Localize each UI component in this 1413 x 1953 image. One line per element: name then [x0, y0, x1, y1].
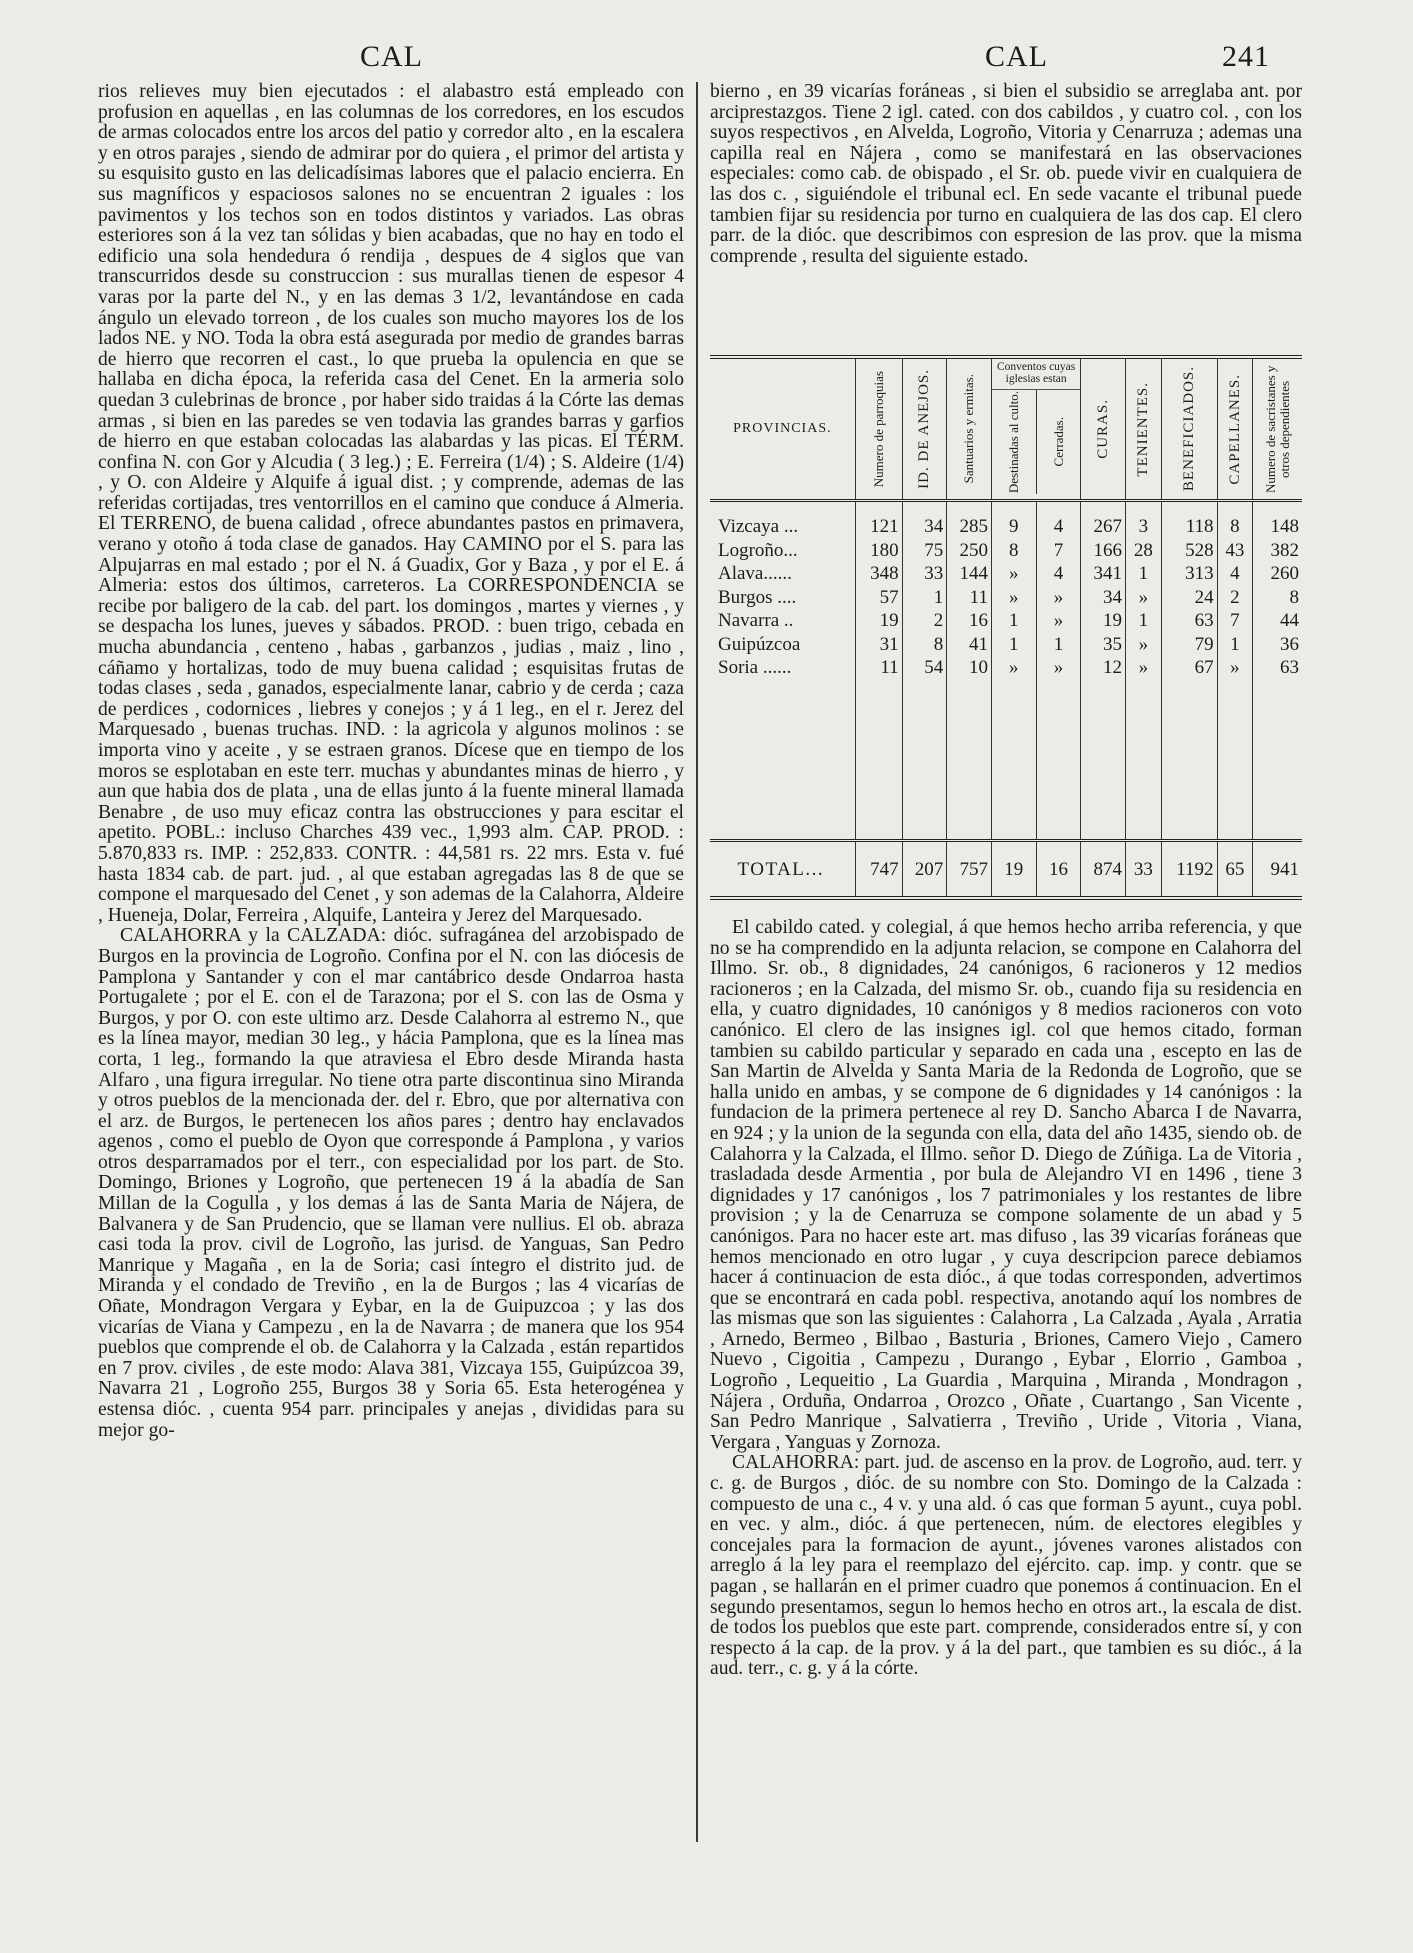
header-anejos: ID. DE ANEJOS. [902, 359, 947, 501]
header-beneficiados: BENEFICIADOS. [1161, 359, 1217, 501]
column-divider [696, 82, 698, 1842]
right-after-table [710, 918, 1302, 1680]
table-row: Navarra .. 19 2 16 1 » 19 1 63 7 44 [710, 608, 1302, 632]
header-conventos [991, 359, 1080, 501]
header-destinadas: Destinadas al culto. [1005, 390, 1021, 494]
table-row: Soria ...... 11 54 10 » » 12 » 67 » 63 [710, 655, 1302, 679]
page-number: 241 [1222, 40, 1270, 73]
clergy-table [710, 355, 1302, 900]
table-row: Burgos .... 57 1 11 » » 34 » 24 2 8 [710, 585, 1302, 609]
header-center-title: CAL [985, 40, 1048, 73]
left-paragraph-1: rios relieves muy bien ejecutados : el alabastro está empleado con profusion en aquellas , en las columnas de los corredores, en los escudos de armas colocados entre los arcos del patio y corredor alto , en la escalera y en otros parajes , siendo de admirar por do quiera , el primor del artista y su esquisito gusto en las delicadísimas labores que el palacio encierra. En sus magníficos y espaciosos salones no se encuentran 2 iguales : los pavimentos y los techos son en todos distintos y variados. Las obras esteriores son á la vez tan sólidas y bien acabadas, que no hay en todo el edificio una sola hendedura ó rendija , despues de 4 siglos que van transcurridos desde su construccion : sus murallas tienen de espesor 4 varas por la parte del N., y en las demas 3 1/2, levantándose en cada ángulo un elevado torreon , de los cuales son mucho mayores los de los lados NE. y NO. Toda la obra está asegurada por medio de grandes barras de hierro que recorren el cast., lo que prueba la opulencia en que se hallaba en dicha época, la referida casa del Cenet. En la armeria solo quedan 3 culebrinas de bronce , por haber sido traidas á la Córte las demas armas , si bien en las paredes se ven todavia las grandes barras y garfios de hierro en que estaban colocadas las alabardas y las picas. El TÉRM. confina N. con Gor y Alcudia ( 3 leg.) ; E. Ferreira (1/4) ; S. Aldeire (1/4) , y O. con Aldeire y Alquife á igual dist. ; y comprende, ademas de las referidas cortijadas, tres ventorrillos en el camino que conduce á Almeria. El TERRENO, de buena calidad , ofrece abundantes pastos en primavera, verano y otoño á toda clase de ganados. Hay CAMINO por el S. para las Alpujarras en mal estado ; por el N. á Guadix, Gor y Baza , y por el E. á Almeria: estos dos últimos, carreteros. La CORRESPONDENCIA se recibe por baligero de la cab. del part. los domingos , martes y viernes , y se despacha los lunes, jueves y sábados. PROD. : buen trigo, cebada en mucha abundancia , centeno , habas , garbanzos , judias , maiz , lino , cáñamo y hortalizas, todo de muy buena calidad ; esquisitas frutas de todas clases , seda , ganados, especialmente lanar, cabrio y de cerda ; caza de perdices , codornices , liebres y conejos ; y á 1 leg., en el r. Jerez del Marquesado , buenas truchas. IND. : la agricola y algunos molinos : se importa vino y aceite , y se estraen granos. Dícese que en tiempo de los moros se esplotaban en este terr. muchas y abundantes minas de hierro , y aun que habia dos de plata , una de ellas junto á la fuente mineral llamada Benabre , de uso muy eficaz contra las obstrucciones y para escitar el apetito. POBL.: incluso Charches 439 vec., 1,993 alm. CAP. PROD. : 5.870,833 rs. IMP. : 252,833. CONTR. : 44,581 rs. 22 mrs. Esta v. fué hasta 1834 cab. de part. jud. , al que estaban agregadas las 8 de que se compone el marquesado del Cenet , y son ademas de la Calahorra, Aldeire , Hueneja, Dolar, Ferreira , Alquife, Lanteira y Jerez del Marquesado. [98, 81, 684, 926]
table-row: Alava...... 348 33 144 » 4 341 1 313 4 260 [710, 561, 1302, 585]
right-column [710, 81, 1302, 1680]
left-paragraph-calahorra-diocese: CALAHORRA y la CALZADA: dióc. sufragánea del arzobispado de Burgos en la provincia de Logroño. Confina por el N. con las diócesis de Pamplona y Santander y con el mar cantábrico desde Ondarroa hasta Portugalete ; por el E. con el de Tarazona; por el S. con las de Osma y Burgos, y por O. con este ultimo arz. Desde Calahorra al estremo N., que es la línea mayor, median 30 leg., y hácia Pamplona, que es la línea mas corta, 1 leg., formando la que atraviesa el Ebro desde Miranda hasta Alfaro , una figura irregular. No tiene otra parte discontinua sino Miranda y otros pueblos de la mencionada der. del r. Ebro, que por alternativa con el arz. de Burgos, le pertenecen los años pares ; dentro hay enclavados agenos , como el pueblo de Oyon que corresponde á Pamplona , y varios otros desparramados por el terr., con especialidad por los part. de Sto. Domingo, Briones y Logroño, que pertenecen 19 á la abadía de San Millan de la Cogulla , y los demas á las de Santa Maria de Nájera, de Balvanera y de San Prudencio, que se llaman vere nullius. El ob. abraza casi toda la prov. civil de Logroño, las jurisd. de Yanguas, San Pedro Manrique y Magaña , en la de Soria; casi íntegro el distrito jud. de Miranda y el condado de Treviño , en la de Burgos ; las 4 vicarías de Oñate, Mondragon Vergara y Eybar, en la de Guipuzcoa ; y las dos vicarías de Viana y Campezu , en la de Navarra ; de manera que los 954 pueblos que comprende el ob. de Calahorra y la Calzada , están repartidos en 7 prov. civiles , de este modo: Alava 381, Vizcaya 155, Guipúzcoa 39, Navarra 21 , Logroño 255, Burgos 38 y Soria 65. Esta heterogénea y estensa dióc. , cuenta 954 parr. principales y anejas , divididas para su mejor go- [98, 925, 684, 1441]
header-parroquias: Numero de parroquias [855, 359, 902, 501]
right-paragraph-cabildo: El cabildo cated. y colegial, á que hemos hecho arriba referencia, y que no se ha comprendido en la adjunta relacion, se compone en Calahorra del Illmo. Sr. ob., 8 dignidades, 24 canónigos, 6 racioneros y 12 medios racioneros ; en la Calzada, del mismo Sr. ob., cuando fija su residencia en ella, y cuatro dignidades, 10 canónigos y 8 medios racioneros con voto canónico. El clero de las insignes igl. col que hemos citado, forman tambien su cabildo particular y separado en cada una , escepto en las de San Martin de Alvelda y Santa Maria de la Redonda de Logroño, que se halla unido en ambas, y se compone de 6 dignidades y 14 canónigos : la fundacion de la primera pertenece al rey D. Sancho Abarca I de Navarra, en 924 ; y la union de la segunda con ella, data del año 1435, siendo ob. de Calahorra y la Calzada, el Illmo. señor D. Diego de Zúñiga. La de Vitoria , trasladada desde Armentia , por bula de Alejandro VI en 1496 , tiene 3 dignidades y 17 canónigos , los 7 patrimoniales y los restantes de libre provision ; y la de Cenarruza se compone solamente de un abad y 5 canónigos. Para no hacer este art. mas difuso , las 39 vicarías foráneas que hemos mencionado en otro lugar , y cuya descripcion parece debiamos hacer á continuacion de esta dióc., á que todas corresponden, advertimos que se encontrará en cada pobl. respectiva, anotando aquí los nombres de las mismas que son las siguientes : Calahorra , La Calzada , Ayala , Arratia , Arnedo, Bermeo , Bilbao , Basturia , Briones, Camero Viejo , Camero Nuevo , Cigoitia , Campezu , Durango , Eybar , Elorrio , Gamboa , Logroño , Lequeitio , La Guardia , Marquina , Miranda , Mondragon , Nájera , Orduña, Ondarroa , Orozco , Oñate , Cuartango , San Vicente , San Pedro Manrique , Salvatierra , Treviño , Uride , Vitoria , Viana, Vergara , Yanguas y Zornoza. [710, 917, 1302, 1453]
right-paragraph-partido: CALAHORRA: part. jud. de ascenso en la prov. de Logroño, aud. terr. y c. g. de Burgos , dióc. de su nombre con Sto. Domingo de la Calzada : compuesto de una c., 4 v. y una ald. ó cas que forman 5 ayunt., cuya pobl. en vec. y alm., dióc. á que pertenecen, núm. de electores elegibles y concejales para la formacion de ayunt., jóvenes varones alistados con arreglo á la ley para el reemplazo del ejército. cap. imp. y contr. que se pagan , se hallarán en el primer cuadro que ponemos á continuacion. En el segundo presentamos, segun lo hemos hecho en otros art., la escala de dist. de todos los pueblos que este part. comprende, considerados entre sí, y con respecto á la cap. de la prov. y á la del part., que tambien es su dióc., á la aud. terr., c. g. y á la córte. [710, 1452, 1302, 1680]
header-cerradas: Cerradas. [1036, 390, 1081, 494]
header-left-title: CAL [360, 40, 423, 73]
left-column [98, 82, 684, 1441]
table-spacer [710, 679, 1302, 841]
table-row: Guipúzcoa 31 8 41 1 1 35 » 79 1 36 [710, 632, 1302, 656]
header-tenientes: TENIENTES. [1125, 359, 1161, 501]
table-total-row: TOTAL... 747 207 757 19 16 874 33 1192 65 941 [710, 841, 1302, 897]
right-intro-paragraph: bierno , en 39 vicarías foráneas , si bien el subsidio se arreglaba ant. por arciprestazgos. Tiene 2 igl. cated. con dos cabildos , y cuatro col. , con los suyos respectivos , en Alvelda, Logroño, Vitoria y Cenarruza ; ademas una capilla real en Nájera , como se manifestará en las observaciones especiales: como cab. de obispado , el Sr. ob. puede vivir en cualquiera de las dos c. , siguiéndole el tribunal ecl. En sede vacante el tribunal puede tambien fijar su residencia por turno en cualquiera de las dos cap. El clero parr. de la dióc. que describimos con espresion de las prov. que la misma comprende , resulta del siguiente estado. [710, 81, 1302, 267]
table-row: Logroño... 180 75 250 8 7 166 28 528 43 382 [710, 538, 1302, 562]
header-provincias: PROVINCIAS. [710, 359, 855, 501]
header-curas: CURAS. [1081, 359, 1126, 501]
header-santuarios: Santuarios y ermitas. [947, 359, 992, 501]
header-capellanes: CAPELLANES. [1217, 359, 1253, 501]
header-sacristanes: Numero de sacristanes y otros dependientes [1253, 359, 1302, 501]
table-row: Vizcaya ... 121 34 285 9 4 267 3 118 8 148 [710, 501, 1302, 538]
header-conventos-group: Conventos cuyas iglesias estan [997, 361, 1076, 385]
